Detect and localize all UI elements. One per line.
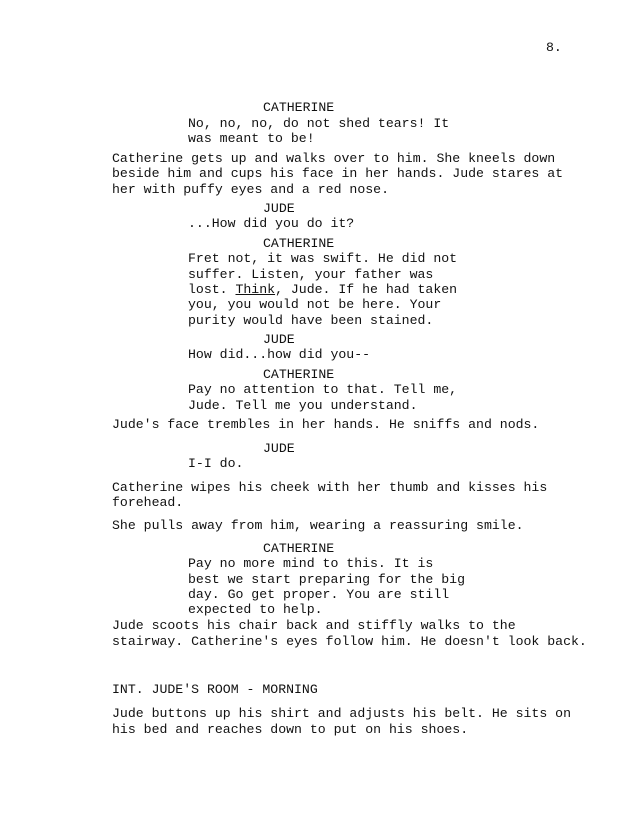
dialogue-line: expected to help. [188, 602, 323, 617]
character-name: JUDE [263, 441, 295, 456]
action-line: Catherine gets up and walks over to him. She kneels down [112, 151, 556, 166]
character-name: CATHERINE [263, 236, 335, 251]
dialogue-line: purity would have been stained. [188, 313, 434, 328]
dialogue-line [188, 282, 457, 298]
action-line: stairway. Catherine's eyes follow him. He doesn't look back. [112, 634, 587, 649]
character-name: CATHERINE [263, 541, 335, 556]
action-line: Jude's face trembles in her hands. He sniffs and nods. [112, 417, 540, 432]
dialogue-line: ...How did you do it? [188, 216, 355, 231]
underlined-word: Think [235, 282, 276, 297]
dialogue-text: lost. [188, 282, 236, 297]
action-line: She pulls away from him, wearing a reassuring smile. [112, 518, 524, 533]
dialogue-line: I-I do. [188, 456, 244, 471]
dialogue-line: was meant to be! [188, 131, 315, 146]
dialogue-line: suffer. Listen, your father was [188, 267, 434, 282]
dialogue-line: day. Go get proper. You are still [188, 587, 450, 602]
scene-heading: INT. JUDE'S ROOM - MORNING [112, 682, 318, 697]
dialogue-line: Jude. Tell me you understand. [188, 398, 418, 413]
action-line: her with puffy eyes and a red nose. [112, 182, 389, 197]
dialogue-line: best we start preparing for the big [188, 572, 465, 587]
character-name: JUDE [263, 332, 295, 347]
action-line: forehead. [112, 495, 184, 510]
action-line: beside him and cups his face in her hands. Jude stares at [112, 166, 564, 181]
dialogue-line: you, you would not be here. Your [188, 297, 442, 312]
page-number: 8. [546, 40, 562, 55]
dialogue-line: Pay no more mind to this. It is [188, 556, 434, 571]
character-name: CATHERINE [263, 100, 335, 115]
action-line: Jude scoots his chair back and stiffly walks to the [112, 618, 516, 633]
dialogue-line: Fret not, it was swift. He did not [188, 251, 458, 266]
character-name: CATHERINE [263, 367, 335, 382]
dialogue-line: Pay no attention to that. Tell me, [188, 382, 458, 397]
character-name: JUDE [263, 201, 295, 216]
action-line: Jude buttons up his shirt and adjusts his belt. He sits on [112, 706, 571, 721]
dialogue-line: No, no, no, do not shed tears! It [188, 116, 450, 131]
action-line: Catherine wipes his cheek with her thumb and kisses his [112, 480, 548, 495]
dialogue-text: , Jude. If he had taken [275, 282, 458, 297]
dialogue-line: How did...how did you-- [188, 347, 371, 362]
action-line: his bed and reaches down to put on his shoes. [112, 722, 469, 737]
